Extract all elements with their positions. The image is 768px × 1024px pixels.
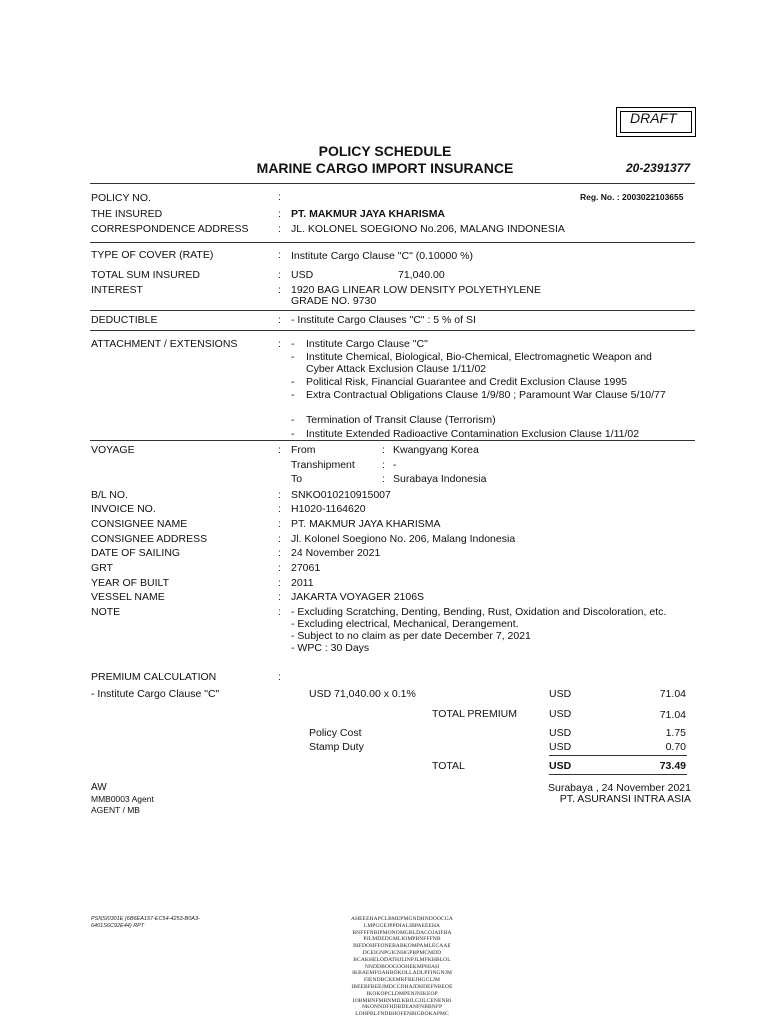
sum-underline	[549, 755, 687, 756]
colon: :	[278, 518, 281, 530]
label-consignee-name: CONSIGNEE NAME	[91, 518, 188, 530]
security-code-line: IBEEBFBEEJMDCCDHAJDHDEFNBEOE	[351, 983, 453, 990]
stamp-duty-label: Stamp Duty	[309, 741, 364, 753]
colon: :	[278, 503, 281, 515]
security-code-line: DCEIGNPGICNHGPBPMCMDD	[362, 949, 442, 956]
security-code-line: BNFFFNBIPMONOMGBLDACOJAIFHA	[352, 929, 452, 936]
colon: :	[278, 249, 281, 261]
security-code-line: BIFDOHFFONEBABKOMPAMLECAAE	[353, 943, 451, 950]
label-bl-no: B/L NO.	[91, 489, 128, 501]
voyage-to-label: To	[291, 473, 303, 485]
value-bl-no: SNKO010210915007	[291, 489, 391, 501]
label-grt: GRT	[91, 562, 113, 574]
premium-currency: USD	[549, 741, 572, 753]
policy-cost-amount: 1.75	[665, 727, 686, 739]
value-vessel-name: JAKARTA VOYAGER 2106S	[291, 591, 425, 603]
premium-calc: USD 71,040.00 x 0.1%	[309, 688, 416, 700]
label-premium-calc: PREMIUM CALCULATION	[91, 671, 217, 683]
voyage-to-value: Surabaya Indonesia	[393, 473, 487, 485]
list-bullet: -	[291, 389, 295, 401]
total-label: TOTAL	[432, 760, 465, 772]
label-consignee-address: CONSIGNEE ADDRESS	[91, 533, 208, 545]
divider	[90, 310, 695, 311]
footer-agent-code: MMB0003 Agent	[91, 794, 154, 804]
colon: :	[278, 489, 281, 501]
premium-clause: - Institute Cargo Clause "C"	[91, 688, 220, 700]
company-name: PT. ASURANSI INTRA ASIA	[559, 793, 691, 805]
reg-no: Reg. No. : 2003022103655	[580, 192, 684, 202]
colon: :	[278, 562, 281, 574]
value-invoice-no: H1020-1164620	[291, 503, 366, 515]
label-sum-insured: TOTAL SUM INSURED	[91, 269, 200, 281]
value-consignee-name: PT. MAKMUR JAYA KHARISMA	[291, 518, 441, 530]
voyage-from-label: From	[291, 444, 316, 456]
value-date-of-sailing: 24 November 2021	[291, 547, 381, 559]
attachment-item: Institute Chemical, Biological, Bio-Chemical, Electromagnetic Weapon and	[306, 351, 652, 363]
draft-stamp	[616, 107, 696, 137]
footer-agent-mb: AGENT / MB	[91, 805, 140, 815]
value-consignee-address: Jl. Kolonel Soegiono No. 206, Malang Indonesia	[291, 533, 516, 545]
security-code-line: FIENDBCKEMKFBEJHGCLJM	[363, 977, 441, 984]
policy-cost-label: Policy Cost	[309, 727, 362, 739]
attachment-item: Cyber Attack Exclusion Clause 1/11/02	[306, 363, 487, 375]
colon: :	[278, 223, 281, 235]
colon: :	[278, 314, 281, 326]
security-code-line: BCAKHELODATHJLINPJLMFKHBLOL	[353, 956, 451, 963]
total-premium-amount: 71.04	[659, 709, 686, 721]
colon: :	[278, 606, 281, 618]
label-vessel-name: VESSEL NAME	[91, 591, 165, 603]
footer-aw: AW	[91, 782, 107, 793]
colon: :	[278, 208, 281, 220]
list-bullet: -	[291, 351, 295, 363]
divider	[90, 242, 695, 243]
attachment-item: Institute Extended Radioactive Contamination Exclusion Clause 1/11/02	[306, 428, 640, 440]
policy-reference: 20-2391377	[626, 161, 691, 175]
value-sum-amount: 71,040.00	[398, 269, 445, 281]
attachment-item: Political Risk, Financial Guarantee and Credit Exclusion Clause 1995	[306, 376, 627, 388]
value-interest-line1: 1920 BAG LINEAR LOW DENSITY POLYETHYLENE	[291, 284, 541, 296]
page-subtitle: MARINE CARGO IMPORT INSURANCE	[256, 160, 514, 176]
label-date-of-sailing: DATE OF SAILING	[91, 547, 181, 559]
security-code-line: PJLMDEDGMLIOMPBNFFFNB	[363, 936, 441, 943]
label-deductible: DEDUCTIBLE	[91, 314, 158, 326]
security-code-line: IKBAEMFOAHBOKOLLADLPFINGNJM	[352, 970, 452, 977]
security-code-line: LMPGGEJPPDIALIBPAEEEHA	[363, 922, 441, 929]
label-correspondence: CORRESPONDENCE ADDRESS	[91, 223, 249, 235]
place-date: Surabaya , 24 November 2021	[547, 782, 691, 794]
security-code-line: IOBMBNFMBNMILKBILGJILCENENBI	[352, 997, 452, 1004]
colon: :	[278, 444, 281, 456]
attachment-item: Termination of Transit Clause (Terrorism)	[306, 414, 496, 426]
premium-currency: USD	[549, 708, 572, 720]
note-item: - Excluding Scratching, Denting, Bending, Rust, Oxidation and Discoloration, etc.	[291, 606, 667, 618]
page-title: POLICY SCHEDULE	[318, 143, 452, 159]
label-voyage: VOYAGE	[91, 444, 135, 456]
premium-currency: USD	[549, 688, 572, 700]
list-bullet: -	[291, 376, 295, 388]
stamp-duty-amount: 0.70	[665, 741, 686, 753]
colon: :	[278, 671, 281, 683]
divider	[90, 183, 695, 184]
attachment-item: Institute Cargo Clause "C"	[306, 338, 428, 350]
divider	[90, 440, 695, 441]
voyage-tranship-value: -	[393, 459, 397, 471]
value-deductible: - Institute Cargo Clauses "C" : 5 % of SI	[291, 314, 476, 326]
colon: :	[278, 269, 281, 281]
total-amount: 73.49	[659, 760, 686, 772]
colon: :	[278, 191, 281, 203]
security-code-line: NNDDBOOGOOHEKMPHIAH	[364, 963, 440, 970]
colon: :	[278, 338, 281, 350]
label-policy-no: POLICY NO.	[91, 192, 151, 204]
value-sum-currency: USD	[291, 269, 314, 281]
colon: :	[382, 444, 385, 456]
colon: :	[278, 547, 281, 559]
security-code	[342, 916, 462, 1018]
note-item: - Subject to no claim as per date December 7, 2021	[291, 630, 531, 642]
total-underline	[549, 774, 687, 775]
security-code-line: LOHPBLFNDBHOFENBIGBOKAPMC	[355, 1011, 449, 1018]
voyage-tranship-label: Transhipment	[291, 459, 355, 471]
value-grt: 27061	[291, 562, 321, 574]
total-currency: USD	[549, 760, 572, 772]
colon: :	[278, 284, 281, 296]
security-code-line: AHEEEHAPCLBMEPMGNDHNDOOCGA	[351, 916, 453, 922]
colon: :	[278, 577, 281, 589]
colon: :	[278, 591, 281, 603]
total-premium-label: TOTAL PREMIUM	[432, 708, 517, 720]
colon: :	[278, 533, 281, 545]
value-correspondence: JL. KOLONEL SOEGIONO No.206, MALANG INDONESIA	[291, 223, 565, 235]
value-insured: PT. MAKMUR JAYA KHARISMA	[291, 208, 446, 220]
divider	[90, 330, 695, 331]
list-bullet: -	[291, 428, 295, 440]
value-interest-line2: GRADE NO. 9730	[291, 295, 377, 307]
note-item: - Excluding electrical, Mechanical, Derangement.	[291, 618, 519, 630]
label-year-built: YEAR OF BUILT	[91, 577, 169, 589]
list-bullet: -	[291, 338, 295, 350]
label-interest: INTEREST	[91, 284, 143, 296]
premium-clause-amount: 71.04	[659, 688, 686, 700]
colon: :	[382, 473, 385, 485]
colon: :	[382, 459, 385, 471]
label-invoice-no: INVOICE NO.	[91, 503, 156, 515]
label-attachment: ATTACHMENT / EXTENSIONS	[91, 338, 238, 350]
security-code-line: NKONNDFHDBDEANFNBBNFP	[361, 1004, 443, 1011]
value-cover-type: Institute Cargo Clause "C" (0.10000 %)	[291, 250, 473, 262]
file-reference: PSNSI0301E (6B6EA157-EC54-4253-B0A3-6401S6C92E44) RPT	[91, 916, 200, 929]
security-code-line: IKOKOPCLDMPENJNIKEOP	[366, 990, 438, 997]
draft-label: DRAFT	[630, 110, 677, 126]
label-note: NOTE	[91, 606, 121, 618]
list-bullet: -	[291, 414, 295, 426]
label-insured: THE INSURED	[91, 208, 163, 220]
label-cover-type: TYPE OF COVER (RATE)	[91, 249, 214, 261]
voyage-from-value: Kwangyang Korea	[393, 444, 479, 456]
premium-currency: USD	[549, 727, 572, 739]
attachment-item: Extra Contractual Obligations Clause 1/9/80 ; Paramount War Clause 5/10/77	[306, 389, 666, 401]
note-item: - WPC : 30 Days	[291, 642, 370, 654]
value-year-built: 2011	[291, 577, 314, 589]
